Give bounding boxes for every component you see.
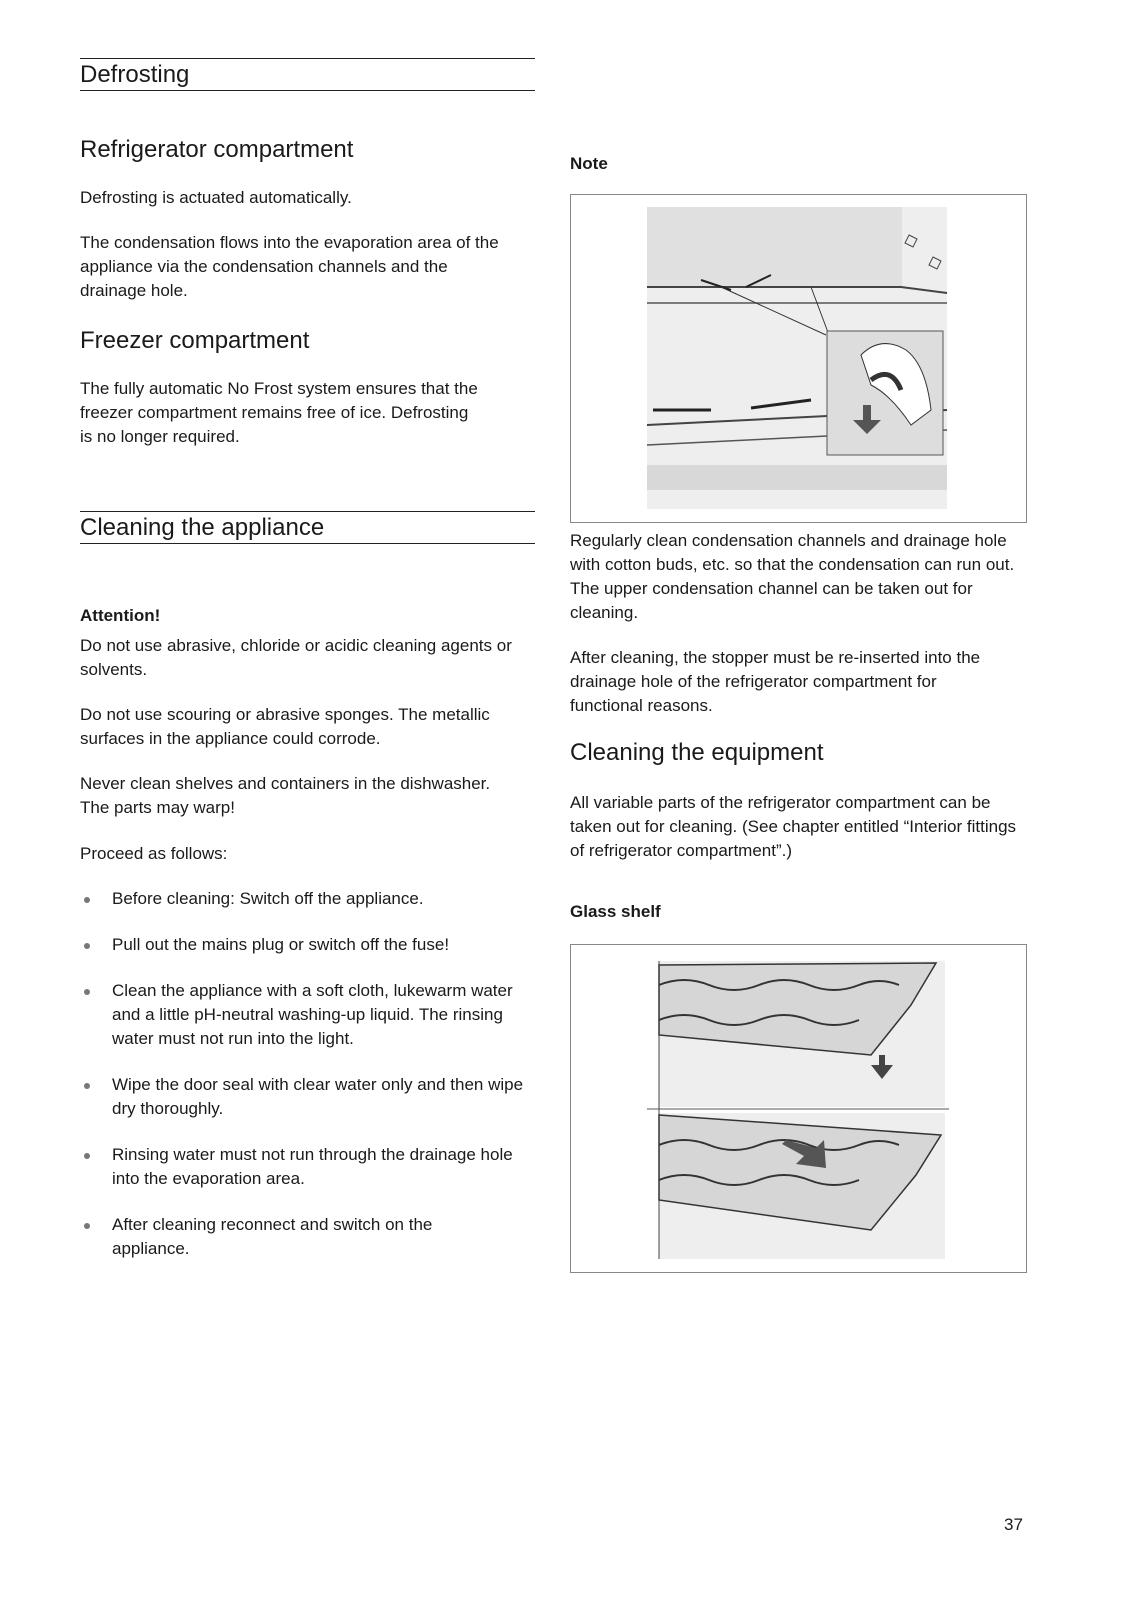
attention-p1: Do not use abrasive, chloride or acidic cleaning agents or solvents. [80, 636, 512, 679]
cleaning-steps [80, 887, 542, 1283]
section-title: Defrosting [80, 61, 190, 88]
equipment-heading: Cleaning the equipment [570, 739, 824, 766]
note-p1: Regularly clean condensation channels and drainage hole with cotton buds, etc. so that the condensation can run out. The upper condensation channel can be taken out for cleaning. [570, 531, 1015, 622]
cleaning-rule-top [80, 511, 535, 512]
cleaning-heading: Cleaning the appliance [80, 514, 325, 541]
step-item: Rinsing water must not run through the drainage hole into the evaporation area. [80, 1143, 542, 1191]
proceed-text: Proceed as follows: [80, 844, 228, 863]
step-item: Clean the appliance with a soft cloth, lukewarm water and a little pH-neutral washing-up liquid. The rinsing water must not run into the light. [80, 979, 542, 1051]
page-number: 37 [1004, 1515, 1023, 1534]
glass-shelf-illustration [570, 944, 1027, 1273]
glass-shelf-label: Glass shelf [570, 902, 661, 921]
title-rule [80, 90, 535, 91]
freezer-heading: Freezer compartment [80, 327, 310, 354]
note-label: Note [570, 154, 608, 173]
step-item: Wipe the door seal with clear water only and then wipe dry thoroughly. [80, 1073, 542, 1121]
fridge-p1: Defrosting is actuated automatically. [80, 188, 352, 207]
step-item: Pull out the mains plug or switch off the fuse! [80, 933, 542, 957]
attention-p3: Never clean shelves and containers in the dishwasher. The parts may warp! [80, 774, 491, 817]
note-p2: After cleaning, the stopper must be re-inserted into the drainage hole of the refrigerator compartment for functional reasons. [570, 648, 981, 715]
fridge-p2: The condensation flows into the evaporation area of the appliance via the condensation channels and the drainage hole. [80, 233, 499, 300]
condensation-channel-illustration [570, 194, 1027, 523]
step-item: After cleaning reconnect and switch on the appliance. [80, 1213, 472, 1261]
fridge-heading: Refrigerator compartment [80, 136, 354, 163]
step-item: Before cleaning: Switch off the appliance. [80, 887, 542, 911]
equipment-p1: All variable parts of the refrigerator compartment can be taken out for cleaning. (See chapter entitled “Interior fittings of refrigerator compartment”.) [570, 793, 1017, 860]
cleaning-rule-bottom [80, 543, 535, 544]
attention-p2: Do not use scouring or abrasive sponges. The metallic surfaces in the appliance could corrode. [80, 705, 490, 748]
top-rule [80, 58, 535, 59]
attention-label: Attention! [80, 606, 161, 625]
freezer-p1: The fully automatic No Frost system ensures that the freezer compartment remains free of ice. Defrosting is no longer required. [80, 379, 478, 446]
